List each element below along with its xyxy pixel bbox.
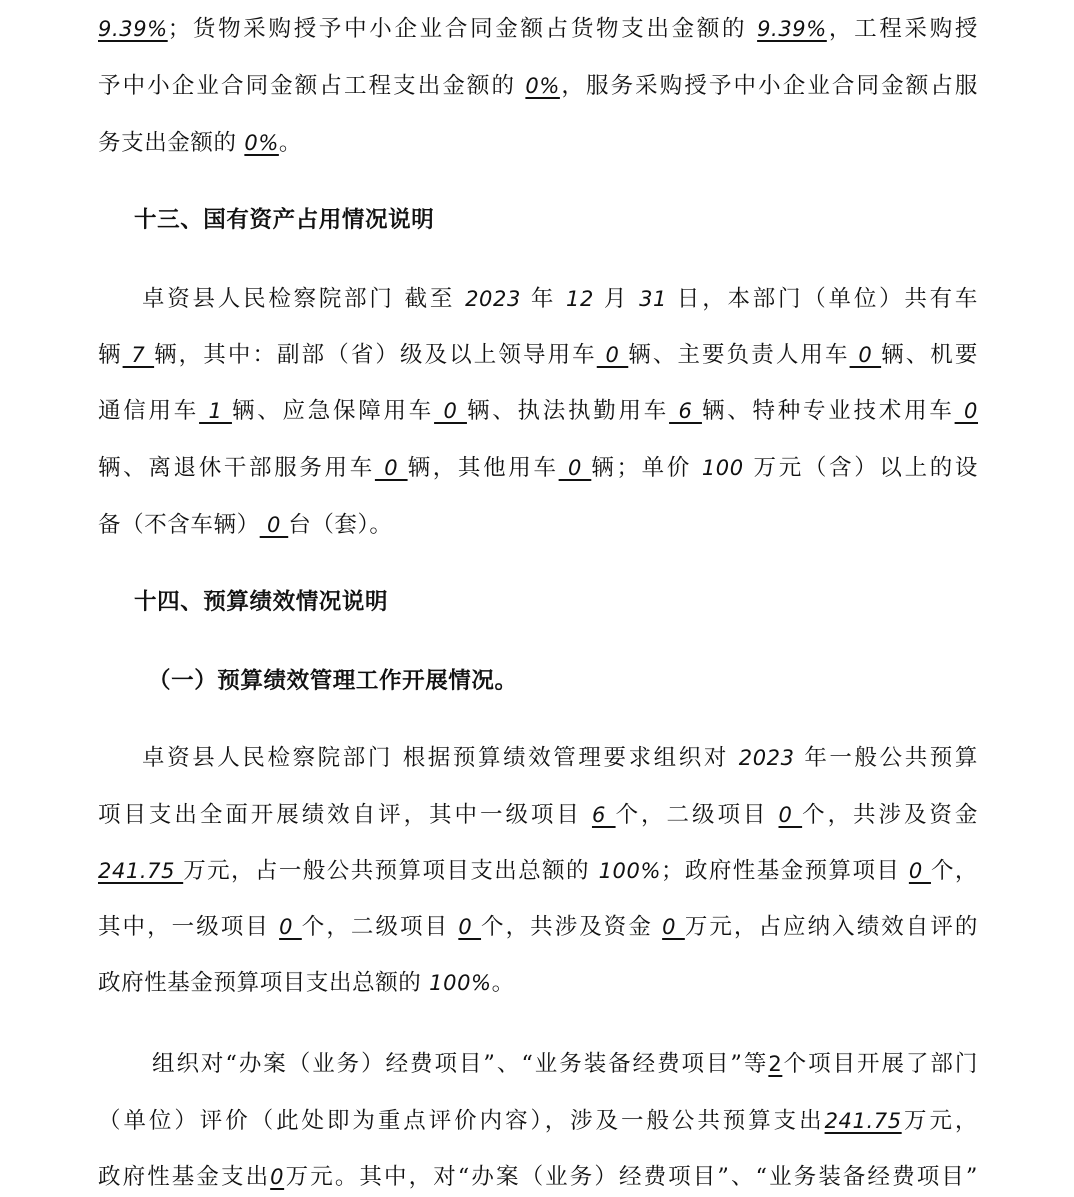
text-run: 日，本部门（单位）共有车 (667, 286, 979, 312)
text-run: 。 (491, 970, 515, 996)
text-run: 项目支出全面开展绩效自评，其中一级项目 (98, 802, 592, 828)
text-line (142, 284, 978, 314)
text-run: 辆 (98, 342, 123, 368)
text-line (142, 743, 978, 773)
text-run: 万元，占应纳入绩效自评的 (684, 914, 979, 940)
text-run: 万元，占一般公共预算项目支出总额的 (183, 858, 599, 884)
text-run: 组织对“办案（业务）经费项目”、“业务装备经费项目”等 (152, 1051, 769, 1077)
text-run: 。 (278, 130, 302, 156)
text-run: 辆、离退休干部服务用车 (98, 455, 375, 481)
text-run: ，工程采购授 (826, 16, 978, 42)
number-value: 100% (598, 859, 662, 883)
text-run: 辆，其他用车 (407, 455, 559, 481)
number-value: 31 (639, 287, 668, 311)
underlined-value: 0 (662, 915, 685, 939)
underlined-value: 0 (558, 456, 592, 480)
text-line (98, 453, 978, 483)
text-run: 卓资县人民检察院部门 截至 (142, 286, 466, 312)
number-value: 2023 (465, 287, 521, 311)
text-run: 个， (930, 858, 978, 884)
underlined-value: 0 (954, 399, 979, 423)
underlined-value: 0 (778, 803, 803, 827)
underlined-value: 241.75 (98, 859, 184, 883)
section-heading: 十三、国有资产占用情况说明 (134, 207, 435, 233)
text-line (98, 71, 978, 101)
text-run: 其中，一级项目 (98, 914, 280, 940)
text-run: 个，二级项目 (615, 802, 779, 828)
text-run: ；货物采购授予中小企业合同金额占货物支出金额的 (167, 16, 758, 42)
text-run: 予中小企业合同金额占工程支出金额的 (98, 73, 526, 99)
text-line (98, 912, 978, 942)
text-run: 年一般公共预算 (794, 745, 979, 771)
text-line (98, 14, 978, 44)
section-heading: 十四、预算绩效情况说明 (134, 589, 389, 615)
text-run: 万元， (901, 1108, 978, 1134)
text-run: 务支出金额的 (98, 130, 245, 156)
underlined-value: 0 (849, 343, 882, 367)
text-run: 政府性基金支出 (98, 1164, 271, 1190)
text-run: ；政府性基金预算项目 (661, 858, 909, 884)
underlined-value: 0 (908, 859, 931, 883)
text-line (98, 856, 978, 886)
text-run: 台（套）。 (288, 512, 393, 538)
text-run: 个，二级项目 (301, 914, 459, 940)
text-run: （单位）评价（此处即为重点评价内容），涉及一般公共预算支出 (98, 1108, 825, 1134)
text-run: 万元（含）以上的设 (743, 455, 979, 481)
underlined-value: 241.75 (824, 1109, 902, 1133)
number-value: 100% (429, 971, 492, 995)
text-run: ，服务采购授予中小企业合同金额占服 (559, 73, 979, 99)
text-run: 年 (520, 286, 567, 312)
text-line (98, 396, 978, 426)
number-value: 2023 (738, 746, 795, 770)
subsection-heading: （一）预算绩效管理工作开展情况。 (148, 668, 518, 694)
underlined-value: 0% (244, 131, 279, 155)
underlined-value: 0 (596, 343, 629, 367)
text-run: 辆、应急保障用车 (231, 398, 435, 424)
underlined-value: 7 (122, 343, 155, 367)
text-line (98, 968, 978, 998)
text-run: 辆、执法执勤用车 (466, 398, 670, 424)
underlined-value: 9.39% (757, 17, 827, 41)
text-line (98, 128, 978, 158)
text-run: 辆、机要 (881, 342, 978, 368)
text-run: 通信用车 (98, 398, 200, 424)
underlined-value: 2 (768, 1052, 783, 1076)
text-run: 政府性基金预算项目支出总额的 (98, 970, 430, 996)
text-run: 辆；单价 (591, 455, 702, 481)
text-run: 个，共涉及资金 (481, 914, 663, 940)
number-value: 100 (701, 456, 744, 480)
underlined-value: 0 (270, 1165, 285, 1189)
text-run: 卓资县人民检察院部门 根据预算绩效管理要求组织对 (142, 745, 739, 771)
underlined-value: 0% (525, 74, 560, 98)
underlined-value: 0 (374, 456, 408, 480)
underlined-value: 0 (458, 915, 482, 939)
text-run: 辆、特种专业技术用车 (701, 398, 955, 424)
text-run: 辆，其中：副部（省）级及以上领导用车 (154, 342, 597, 368)
text-line (98, 510, 978, 540)
number-value: 12 (566, 287, 594, 311)
underlined-value: 6 (591, 803, 616, 827)
underlined-value: 1 (199, 399, 232, 423)
text-run: 个项目开展了部门 (782, 1051, 978, 1077)
text-run: 个，共涉及资金 (802, 802, 979, 828)
text-line (98, 1106, 978, 1136)
text-line (98, 1162, 978, 1192)
text-line (98, 340, 978, 370)
underlined-value: 0 (434, 399, 467, 423)
underlined-value: 0 (279, 915, 302, 939)
text-line (98, 800, 978, 830)
text-run: 辆、主要负责人用车 (628, 342, 850, 368)
text-line (152, 1049, 978, 1079)
underlined-value: 0 (259, 513, 289, 537)
underlined-value: 6 (669, 399, 702, 423)
underlined-value: 9.39% (98, 17, 168, 41)
text-run: 备（不含车辆） (98, 512, 260, 538)
text-run: 万元。其中，对“办案（业务）经费项目”、“业务装备经费项目” (284, 1164, 979, 1190)
text-run: 月 (593, 286, 640, 312)
